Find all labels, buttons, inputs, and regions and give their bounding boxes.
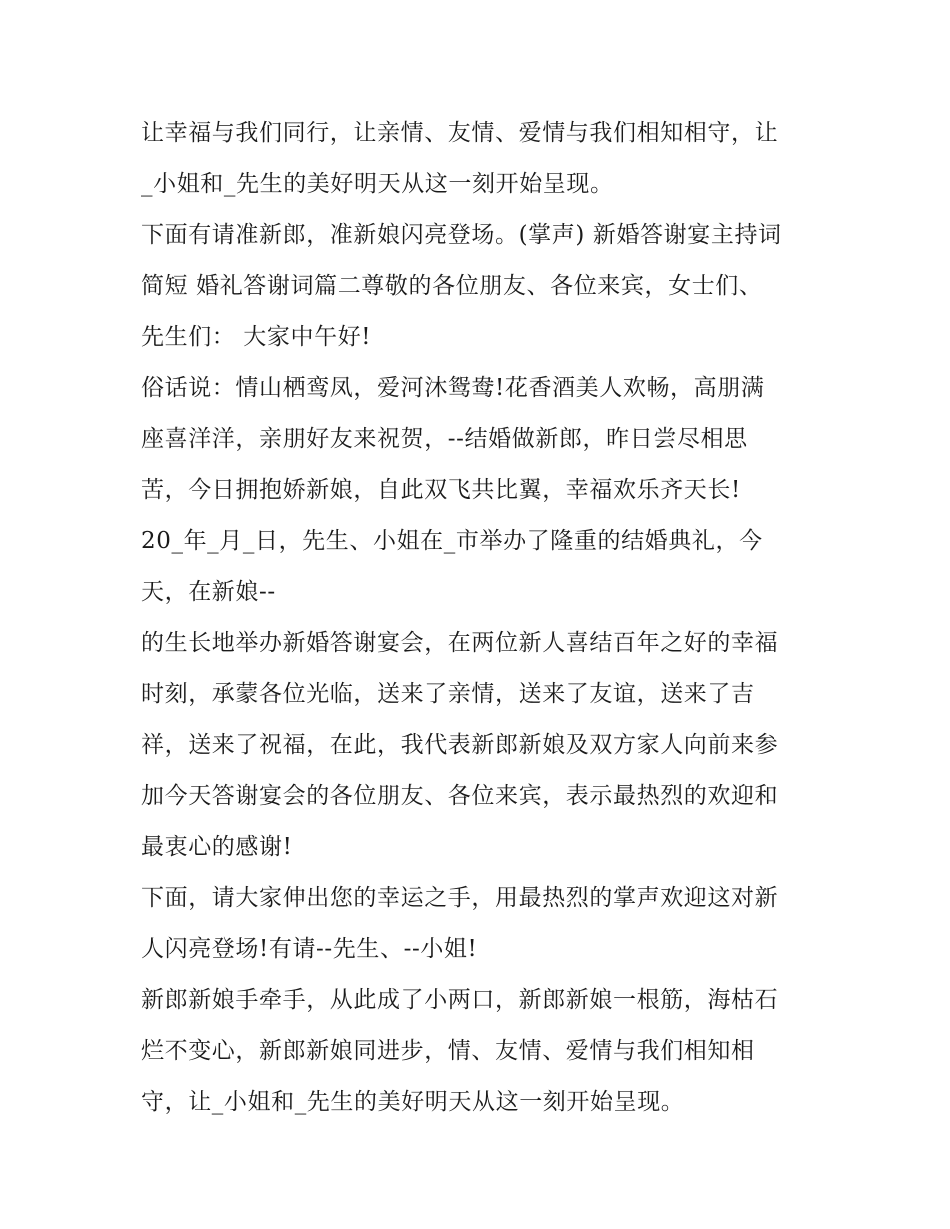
text-line: 苦，今日拥抱娇新娘，自此双飞共比翼，幸福欢乐齐天长! <box>141 477 741 503</box>
text-line: 20_年_月_日，先生、小姐在_市举办了隆重的结婚典礼，今 <box>141 528 763 554</box>
text-line: 时刻，承蒙各位光临，送来了亲情，送来了友谊，送来了吉 <box>141 681 755 707</box>
text-line: 让幸福与我们同行，让亲情、友情、爱情与我们相知相守，让 <box>141 120 779 146</box>
text-line: 人闪亮登场!有请--先生、--小姐! <box>141 936 478 962</box>
text-line: 下面有请准新郎，准新娘闪亮登场。(掌声) 新婚答谢宴主持词 <box>141 222 782 248</box>
document-body <box>141 108 821 1128</box>
text-line: _小姐和_先生的美好明天从这一刻开始呈现。 <box>141 171 614 197</box>
text-line: 新郎新娘手牵手，从此成了小两口，新郎新娘一根筋，海枯石 <box>141 987 779 1013</box>
text-line: 烂不变心，新郎新娘同进步，情、友情、爱情与我们相知相 <box>141 1038 755 1064</box>
text-line: 祥，送来了祝福，在此，我代表新郎新娘及双方家人向前来参 <box>141 732 779 758</box>
text-line: 最衷心的感谢! <box>141 834 293 860</box>
text-line: 下面，请大家伸出您的幸运之手，用最热烈的掌声欢迎这对新 <box>141 885 779 911</box>
text-line: 守，让_小姐和_先生的美好明天从这一刻开始呈现。 <box>141 1089 685 1115</box>
text-line: 俗话说：情山栖鸾凤，爱河沐鸳鸯!花香酒美人欢畅，高朋满 <box>141 375 765 401</box>
text-line: 天，在新娘-- <box>141 579 276 605</box>
text-line: 加今天答谢宴会的各位朋友、各位来宾，表示最热烈的欢迎和 <box>141 783 779 809</box>
text-line: 的生长地举办新婚答谢宴会，在两位新人喜结百年之好的幸福 <box>141 630 779 656</box>
text-line: 先生们： 大家中午好! <box>141 324 372 350</box>
text-line: 简短 婚礼答谢词篇二尊敬的各位朋友、各位来宾，女士们、 <box>141 273 763 299</box>
text-line: 座喜洋洋，亲朋好友来祝贺，--结婚做新郎，昨日尝尽相思 <box>141 426 748 452</box>
